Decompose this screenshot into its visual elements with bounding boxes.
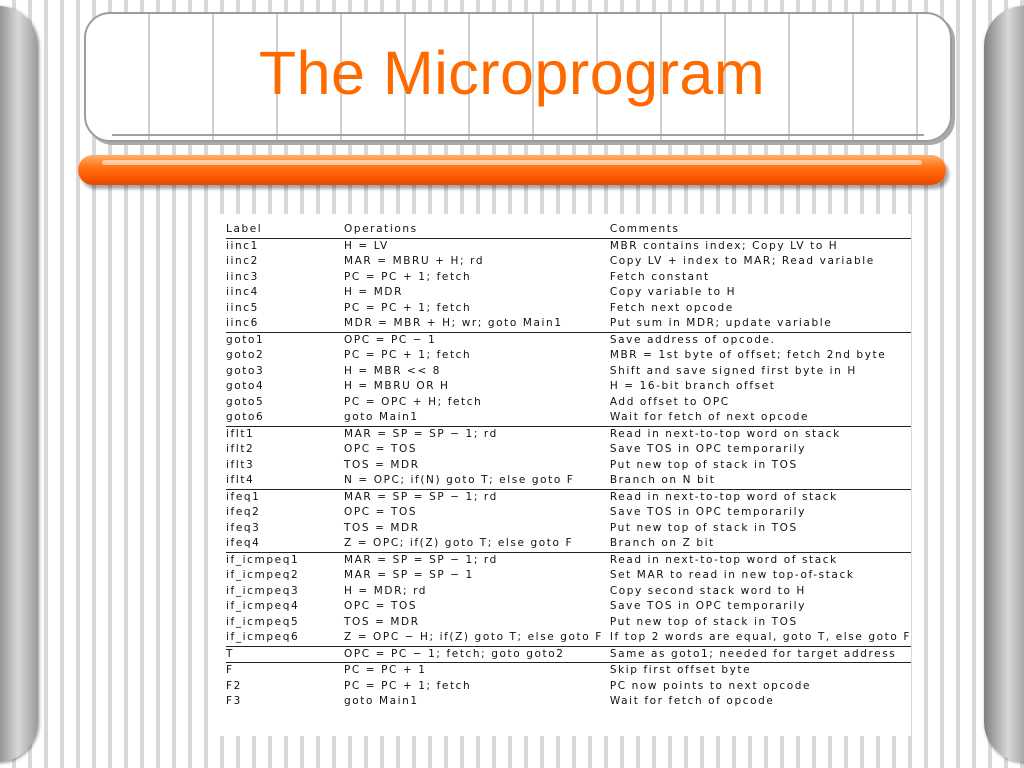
row-operation: H = MDR (343, 286, 403, 298)
row-comment: Save TOS in OPC temporarily (609, 443, 807, 455)
row-comment: Copy second stack word to H (609, 584, 806, 597)
row-comment: Branch on N bit (610, 473, 911, 489)
microprogram-table-panel (213, 214, 911, 736)
row-operation: MAR = SP = SP − 1; rd (343, 553, 498, 566)
row-comment: Save TOS in OPC temporarily (609, 600, 807, 612)
row-comment: Read in next-to-top word of stack (609, 490, 838, 503)
table-row (226, 316, 911, 332)
row-comment: MBR contains index; Copy LV to H (609, 239, 839, 252)
row-operation: H = MDR; rd (343, 584, 428, 597)
row-comment: Put new top of stack in TOS (609, 458, 798, 471)
row-label: if_icmpeq4 (226, 600, 300, 612)
header-label: Label (226, 222, 344, 238)
table-row (226, 646, 911, 663)
row-comment: PC now points to next opcode (609, 679, 812, 692)
table-row (226, 379, 911, 395)
row-operation: PC = PC + 1; fetch (343, 679, 472, 692)
table-row (226, 679, 911, 695)
row-operation: MDR = MBR + H; wr; goto Main1 (344, 316, 610, 332)
orange-bar-highlight (102, 160, 922, 165)
table-row (226, 332, 911, 348)
row-operation: MAR = SP = SP − 1 (343, 569, 474, 581)
row-operation: PC = PC + 1; fetch (343, 270, 472, 283)
row-comment: Put sum in MDR; update variable (610, 316, 911, 332)
row-operation: Z = OPC − H; if(Z) goto T; else goto F (344, 630, 610, 646)
table-row (226, 473, 911, 489)
table-row (226, 410, 911, 426)
row-comment: Save TOS in OPC temporarily (609, 506, 807, 518)
row-label: iflt3 (226, 458, 255, 471)
table-row (226, 599, 911, 615)
row-comment: Wait for fetch of next opcode (610, 410, 911, 426)
row-operation: MAR = MBRU + H; rd (343, 255, 485, 267)
row-operation: OPC = TOS (343, 600, 418, 612)
row-comment: Read in next-to-top word of stack (609, 553, 838, 566)
row-comment: Put new top of stack in TOS (609, 521, 798, 534)
row-operation: MAR = SP = SP − 1; rd (343, 490, 498, 503)
row-operation: Z = OPC; if(Z) goto T; else goto F (344, 536, 610, 552)
row-comment: Read in next-to-top word on stack (609, 427, 841, 440)
header-operations: Operations (344, 222, 610, 238)
row-label: goto5 (226, 395, 265, 408)
table-row (226, 615, 911, 631)
row-operation: PC = OPC + H; fetch (343, 395, 483, 408)
row-comment: Same as goto1; needed for target address (610, 646, 911, 663)
row-comment: H = 16-bit branch offset (609, 380, 776, 392)
row-label: F (226, 664, 234, 676)
slide-title: The Microprogram (258, 39, 766, 107)
row-operation: PC = PC + 1; fetch (343, 349, 472, 361)
row-label: ifeq3 (226, 521, 261, 534)
table-row (226, 584, 911, 600)
row-label: if_icmpeq3 (226, 584, 300, 597)
table-row (226, 536, 911, 552)
row-label: goto6 (226, 410, 344, 426)
row-comment: Put new top of stack in TOS (609, 615, 798, 628)
row-comment: Skip first offset byte (609, 664, 752, 676)
row-label: iflt2 (226, 443, 255, 455)
row-comment: Shift and save signed first byte in H (609, 364, 857, 377)
table-row (226, 238, 911, 254)
row-label: goto3 (226, 364, 265, 377)
table-row (226, 348, 911, 364)
row-label: goto4 (226, 380, 265, 392)
table-row (226, 568, 911, 584)
row-label: if_icmpeq1 (226, 553, 300, 566)
row-operation: goto Main1 (344, 410, 610, 426)
orange-divider-bar (78, 155, 946, 185)
row-label: iflt1 (226, 427, 255, 440)
row-label: iinc4 (226, 286, 259, 298)
row-comment: Wait for fetch of opcode (609, 695, 775, 707)
title-frame-underline (112, 134, 924, 136)
row-operation: OPC = TOS (343, 443, 418, 455)
row-comment: Branch on Z bit (610, 536, 911, 552)
row-comment: Fetch constant (609, 270, 710, 283)
row-label: goto2 (226, 349, 265, 361)
row-operation: TOS = MDR (343, 458, 420, 471)
row-label: iinc5 (226, 301, 259, 314)
row-label: if_icmpeq2 (226, 569, 300, 581)
left-decorative-rail (0, 6, 38, 762)
microprogram-table (226, 222, 911, 710)
row-operation: H = MBR << 8 (343, 364, 442, 377)
table-body (226, 238, 911, 710)
row-operation: H = LV (343, 239, 389, 252)
row-label: ifeq1 (226, 490, 261, 503)
right-decorative-rail (984, 6, 1024, 762)
row-comment: Add offset to OPC (609, 395, 730, 408)
table-row (226, 254, 911, 270)
table-row (226, 630, 911, 646)
row-operation: OPC = PC − 1 (343, 333, 437, 346)
row-label: iinc6 (226, 316, 344, 332)
table-row (226, 426, 911, 442)
table-row (226, 663, 911, 679)
table-row (226, 285, 911, 301)
table-row (226, 694, 911, 710)
row-comment: MBR = 1st byte of offset; fetch 2nd byte (609, 349, 887, 361)
row-label: F2 (226, 679, 242, 692)
table-row (226, 301, 911, 317)
table-row (226, 489, 911, 505)
table-row (226, 552, 911, 568)
row-comment: Fetch next opcode (609, 301, 734, 314)
row-operation: TOS = MDR (343, 521, 420, 534)
table-row (226, 442, 911, 458)
row-comment: Copy LV + index to MAR; Read variable (609, 255, 875, 267)
row-label: ifeq2 (226, 506, 261, 518)
row-operation: OPC = TOS (343, 506, 418, 518)
table-row (226, 364, 911, 380)
table-row (226, 505, 911, 521)
row-comment: Copy variable to H (609, 286, 737, 298)
row-label: iinc2 (226, 255, 259, 267)
row-comment: If top 2 words are equal, goto T, else goto F (610, 630, 911, 646)
table-row (226, 458, 911, 474)
row-label: iflt4 (226, 473, 344, 489)
row-label: ifeq4 (226, 536, 344, 552)
row-operation: TOS = MDR (343, 615, 420, 628)
row-label: if_icmpeq5 (226, 615, 300, 628)
row-label: F3 (226, 695, 242, 707)
table-header-row (226, 222, 911, 238)
row-operation: MAR = SP = SP − 1; rd (343, 427, 498, 440)
row-operation: N = OPC; if(N) goto T; else goto F (344, 473, 610, 489)
row-label: iinc1 (226, 239, 259, 252)
row-comment: Set MAR to read in new top-of-stack (609, 569, 855, 581)
table-row (226, 395, 911, 411)
header-comments: Comments (610, 222, 911, 238)
row-comment: Save address of opcode. (609, 333, 776, 346)
table-row (226, 270, 911, 286)
row-label: iinc3 (226, 270, 259, 283)
row-label: goto1 (226, 333, 265, 346)
row-label: if_icmpeq6 (226, 630, 344, 646)
row-operation: goto Main1 (343, 695, 419, 707)
table-row (226, 521, 911, 537)
row-operation: PC = PC + 1 (343, 664, 427, 676)
row-operation: PC = PC + 1; fetch (343, 301, 472, 314)
row-label: T (226, 646, 344, 663)
row-operation: H = MBRU OR H (343, 380, 450, 392)
row-operation: OPC = PC − 1; fetch; goto goto2 (344, 646, 610, 663)
